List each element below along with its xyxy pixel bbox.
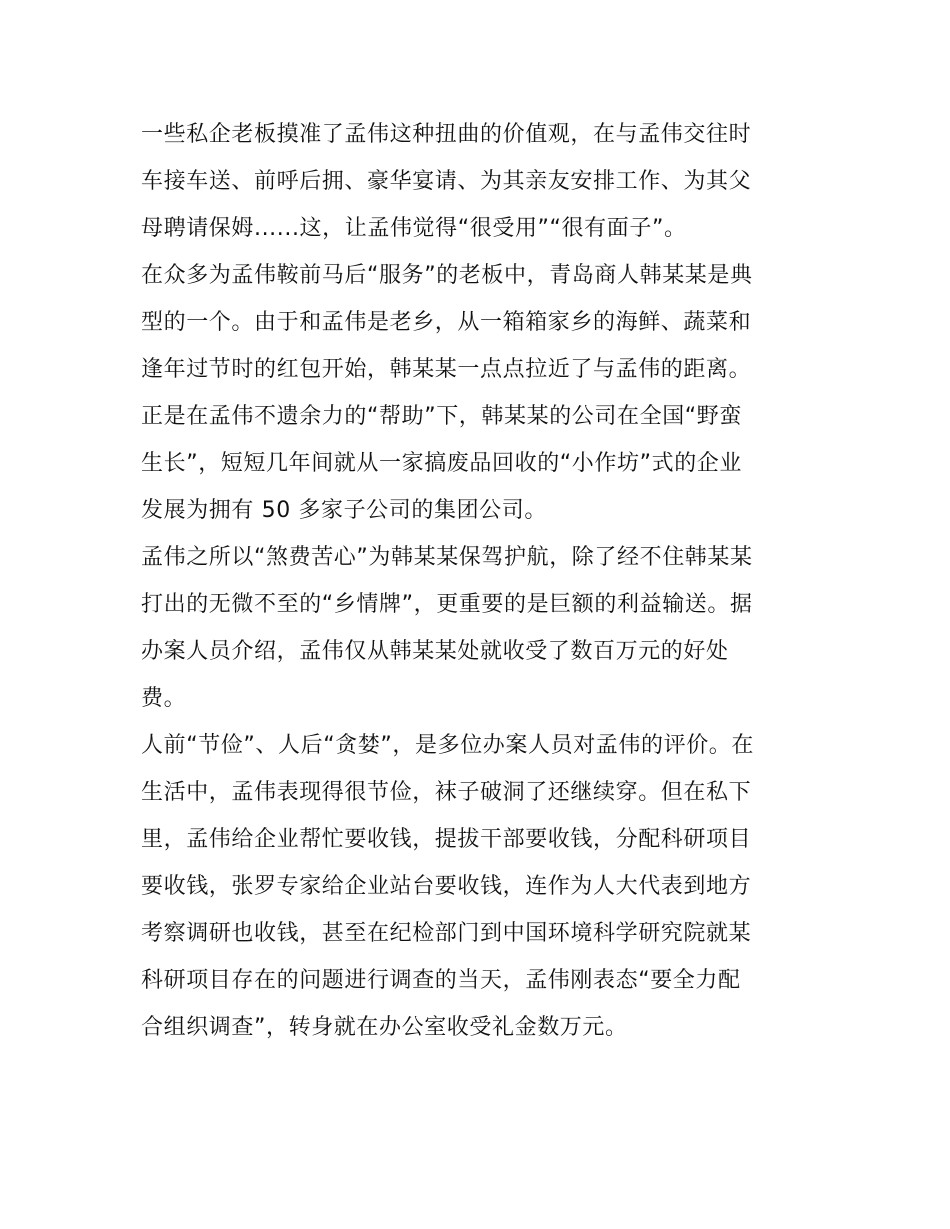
- text-line: 合组织调查”，转身就在办公室收受礼金数万元。: [141, 1015, 628, 1040]
- text-line: 母聘请保姆......这，让孟伟觉得“很受用”“很有面子”。: [141, 216, 687, 241]
- text-line: 考察调研也收钱，甚至在纪检部门到中国环境科学研究院就某: [141, 921, 752, 946]
- text-line: 费。: [141, 686, 187, 711]
- text-line: 型的一个。由于和孟伟是老乡，从一箱箱家乡的海鲜、蔬菜和: [141, 310, 752, 335]
- text-line: 在众多为孟伟鞍前马后“服务”的老板中，青岛商人韩某某是典: [141, 263, 753, 288]
- text-line: 要收钱，张罗专家给企业站台要收钱，连作为人大代表到地方: [141, 874, 752, 899]
- text-line: 正是在孟伟不遗余力的“帮助”下，韩某某的公司在全国“野蛮: [141, 404, 742, 429]
- text-line: 一些私企老板摸准了孟伟这种扭曲的价值观，在与孟伟交往时: [141, 122, 752, 147]
- paragraph-1: [141, 111, 816, 252]
- paragraph-3: [141, 534, 816, 722]
- text-line: 打出的无微不至的“乡情牌”，更重要的是巨额的利益输送。据: [141, 592, 753, 617]
- text-line: 人前“节俭”、人后“贪婪”，是多位办案人员对孟伟的评价。在: [141, 733, 754, 758]
- text-line: 里，孟伟给企业帮忙要收钱，提拔干部要收钱，分配科研项目: [141, 827, 752, 852]
- text-line: 孟伟之所以“煞费苦心”为韩某某保驾护航，除了经不住韩某某: [141, 545, 753, 570]
- paragraph-4: [141, 722, 816, 1051]
- text-line: 生活中，孟伟表现得很节俭，袜子破洞了还继续穿。但在私下: [141, 780, 752, 805]
- document-body: [141, 111, 816, 1051]
- text-line: 办案人员介绍，孟伟仅从韩某某处就收受了数百万元的好处: [141, 639, 729, 664]
- text-line: 发展为拥有 50 多家子公司的集团公司。: [141, 498, 547, 523]
- text-line: 车接车送、前呼后拥、豪华宴请、为其亲友安排工作、为其父: [141, 169, 752, 194]
- text-line: 生长”，短短几年间就从一家搞废品回收的“小作坊”式的企业: [141, 451, 742, 476]
- text-line: 逢年过节时的红包开始，韩某某一点点拉近了与孟伟的距离。: [141, 357, 752, 382]
- paragraph-2: [141, 252, 816, 534]
- text-line: 科研项目存在的问题进行调查的当天，孟伟刚表态“要全力配: [141, 968, 741, 993]
